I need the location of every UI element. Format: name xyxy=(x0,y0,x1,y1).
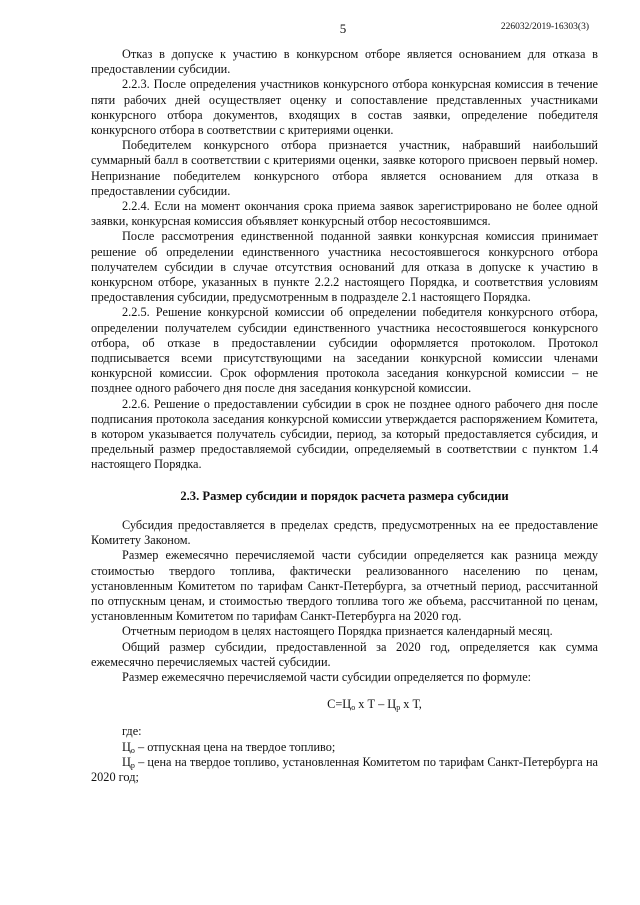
formula-lhs: С=Ц xyxy=(327,697,352,712)
definition-symbol: Ц xyxy=(122,739,131,754)
definition-subscript: о xyxy=(130,745,135,755)
where-label: где: xyxy=(122,724,142,739)
paragraph: После рассмотрения единственной поданной заявки конкурсная комиссия принимает решение об определении единственного участника несостоявшегося конкурсного отбора получателем субсидии в случае отсутствия оснований для отказа в допуске к участию в конкурсном отборе, указанных в пункте 2.2.2 настоящего Порядка, и соответствия условиям предоставления субсидии, предусмотренным в подразделе 2.1 настоящего Порядка. xyxy=(91,229,598,305)
definition-symbol: Ц xyxy=(122,754,131,769)
page-number: 5 xyxy=(339,21,347,36)
formula-rhs: х Т, xyxy=(400,697,422,712)
section-heading: 2.3. Размер субсидии и порядок расчета размера субсидии xyxy=(180,488,509,503)
paragraph: Победителем конкурсного отбора признается участник, набравший наибольший суммарный балл в соответствии с критериями оценки, заявке которого присвоен первый номер. Непризнание победителем конкурсного отбора является основанием для отказа в предоставлении субсидии. xyxy=(91,138,598,198)
paragraph: 2.2.4. Если на момент окончания срока приема заявок зарегистрировано не более одной заявки, конкурсная комиссия объявляет конкурсный отбор несостоявшимся. xyxy=(91,199,598,229)
definition-item xyxy=(91,740,598,755)
paragraph: Размер ежемесячно перечисляемой части субсидии определяется по формуле: xyxy=(122,669,532,684)
paragraph: Размер ежемесячно перечисляемой части субсидии определяется как разница между стоимостью твердого топлива, фактически реализованного населению по ценам, установленным Комитетом по тарифам Санкт-Петербурга, за отчетный период, рассчитанной по отпускным ценам, и стоимостью твердого топлива того же объема, рассчитанной по ценам, установленным Комитетом по тарифам Санкт-Петербурга на 2020 год. xyxy=(91,548,598,624)
subsidy-formula xyxy=(91,697,598,712)
formula-mid: х Т – Ц xyxy=(355,697,397,712)
paragraph: 2.2.6. Решение о предоставлении субсидии в срок не позднее одного рабочего дня после подписания протокола заседания конкурсной комиссии утверждается распоряжением Комитета, в котором указывается получатель субсидии, период, за который предоставляется субсидия, и предельный размер предоставляемой субсидии, определяемый в соответствии с пунктом 1.4 настоящего Порядка. xyxy=(91,396,598,472)
formula-subscript-p: р xyxy=(396,703,401,713)
definition-item xyxy=(91,755,598,785)
paragraph: Отчетным периодом в целях настоящего Порядка признается календарный месяц. xyxy=(122,624,553,639)
document-id: 226032/2019-16303(3) xyxy=(500,22,589,32)
paragraph: Субсидия предоставляется в пределах средств, предусмотренных на ее предоставление Комитету Законом. xyxy=(91,517,598,548)
paragraph: Отказ в допуске к участию в конкурсном отборе является основанием для отказа в предоставлении субсидии. xyxy=(91,47,598,77)
paragraph: Общий размер субсидии, предоставленной за 2020 год, определяется как сумма ежемесячно перечисляемых частей субсидии. xyxy=(91,639,598,669)
paragraph: 2.2.5. Решение конкурсной комиссии об определении победителя конкурсного отбора, определении получателем субсидии единственного участника несостоявшегося конкурсного отбора, об отказе в предоставлении субсидии оформляется протоколом. Протокол подписывается всеми присутствующими на заседании конкурсной комиссии членами конкурсной комиссии. Срок оформления протокола заседания конкурсной комиссии – не позднее одного рабочего дня после дня заседания конкурсной комиссии. xyxy=(91,305,598,396)
definition-subscript: р xyxy=(130,760,135,770)
definition-text: – цена на твердое топливо, установленная Комитетом по тарифам Санкт-Петербурга на 2020 год; xyxy=(91,754,598,784)
definition-text: – отпускная цена на твердое топливо; xyxy=(134,739,336,754)
document-body xyxy=(91,47,598,785)
formula-subscript-o: о xyxy=(351,703,356,713)
paragraph: 2.2.3. После определения участников конкурсного отбора конкурсная комиссия в течение пяти рабочих дней осуществляет оценку и сопоставление представленных участниками конкурсного отбора документов, входящих в состав заявки, определение победителя конкурсного отбора в соответствии с критериями оценки. xyxy=(91,77,598,138)
